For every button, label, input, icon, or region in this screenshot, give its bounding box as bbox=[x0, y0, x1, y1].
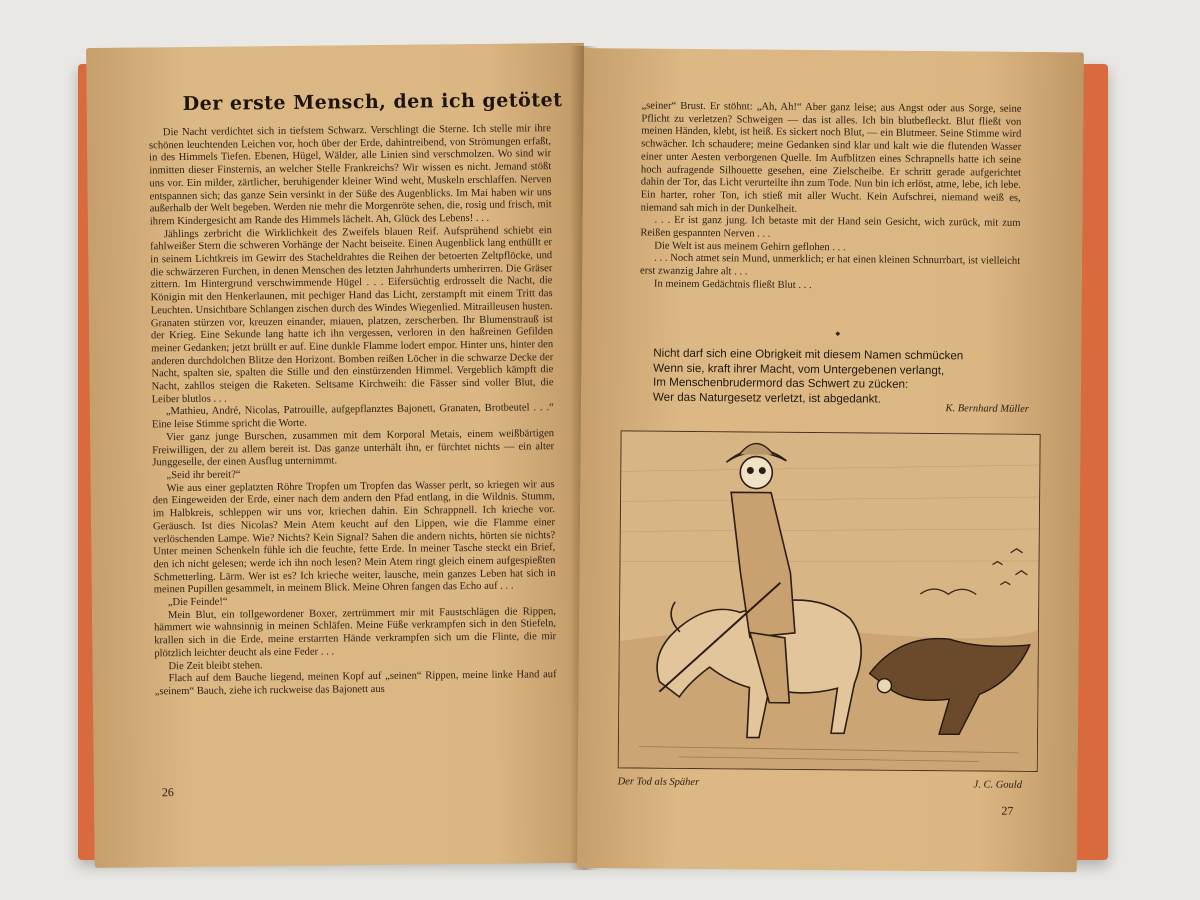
illustration-caption: Der Tod als Späher bbox=[617, 776, 700, 789]
paragraph: Die Zeit bleibt stehen. bbox=[168, 659, 263, 672]
illustration-death-on-horse bbox=[618, 430, 1041, 772]
paragraph: . . . Noch atmet sein Mund, unmerklich; er hat einen kleinen Schnurrbart, ist vielleicht erst zwanzig Jahre alt . . . bbox=[640, 253, 1021, 278]
page-number-left: 26 bbox=[161, 785, 174, 800]
right-page bbox=[577, 48, 1084, 872]
poem-line: Im Menschenbrudermord das Schwert zu zücken: bbox=[653, 375, 909, 391]
paragraph: Vier ganz junge Burschen, zusammen mit dem Korporal Metais, einem weißbärtigen Freiwilligen, der zu allem bereit ist. Das ganze unterhält ihn, er fürchtet nichts — ein alter Junggeselle, der einen Ausflug unternimmt. bbox=[152, 427, 555, 469]
paragraph: . . . Er ist ganz jung. Ich betaste mit der Hand sein Gesicht, wich zurück, mit zum Reißen gespannten Nerven . . . bbox=[640, 214, 1021, 240]
paragraph: Jählings zerbricht die Wirklichkeit des Zweifels blauen Reif. Aufsprühend schiebt ein fahlweißer Stern die schweren Vorhänge der Nacht beiseite. Einen Augenblick lang enthüllt er in seinem Lichtkreis im Gewirr des Stacheldrahtes die Reihen der betoerten Zeltpflöcke, und die schwärzeren Furchen, in denen Menschen des letzten Jahrhunderts umherirren. Die Gräser zittern. Im Hintergrund verschwimmende Hügel . . . Eifersüchtig erdrosselt die Nacht, die Königin mit den Henkerlaunen, mit pechiger Hand das Licht, zerstampft mit einem Tritt das Leuchten. Unsichtbare Schlangen zischen durch des Windes Wiegenlied. Mitrailleusen husten. Granaten stürzen vor, kreuzen einander, miauen, platzen, zerscherben. Ihr Blumenstrauß ist der Krieg. Eine Sekunde lang hatte ich ihn vergessen, verloren in den haßreinen Gefilden meiner Gedanken; jetzt brüllt er auf. Eine dunkle Flamme lodert empor. Hinter uns, hinter den anderen durchdolchen Blitze den Horizont. Bomben reißen Löcher in die schwarze Decke der Nacht, spalten sie, spalten die Stille und den einstürzenden Himmel. Vergeblich kämpft die Nacht, zahllos steigen die Raketen. Seltsame Kirchweih: die Fässer sind voller Blut, die Leiber blutlos . . . bbox=[150, 224, 554, 406]
paragraph: „Mathieu, André, Nicolas, Patrouille, aufgepflanztes Bajonett, Granaten, Brotbeutel . . .“ Eine leise Stimme spricht die Worte. bbox=[151, 402, 554, 431]
poem-author: K. Bernhard Müller bbox=[945, 403, 1029, 415]
paragraph: Wie aus einer geplatzten Röhre Tropfen um Tropfen das Wasser perlt, so kriegen wir aus den Eingeweiden der Erde, einer nach dem andern den Pfad entlang, in die Wildnis. Stumm, im Halbkreis, schleppen wir uns vor, kriechen dahin. Ein Schrappnell. Ich krieche vor. Geräusch. Ist dies Nicolas? Mein Atem keucht auf den Lippen, wie die Flamme einer verlöschenden Lampe. Wie? Nichts? Kein Signal? Sahen die andern nichts, hörten sie nichts? Unter meinen Schenkeln fühle ich die feuchte, fette Erde. In meiner Tasche steckt ein Brief, den ich nicht gelesen; werde ich ihn noch lesen? Mein Atem ringt gleich einem aufgespießten Schmetterling. Lärm. Wer ist es? Ich krieche weiter, lausche, mein ganzes Leben hat sich in meinen Pupillen gesammelt, in meinem Blick. Meine Ohren fangen das Echo auf . . . bbox=[152, 478, 556, 596]
paragraph: Flach auf dem Bauche liegend, meinen Kopf auf „seinen“ Rippen, meine linke Hand auf „seinem“ Bauch, ziehe ich ruckweise das Bajonett aus bbox=[154, 669, 557, 698]
poem bbox=[653, 347, 1033, 408]
paragraph: „seiner“ Brust. Er stöhnt: „Ah, Ah!“ Aber ganz leise; aus Angst oder aus Sorge, seine Pflicht zu verletzen? Schweigen — das ist alles. Ich bin blutbefleckt. Blut fließt von meinen Händen, klebt, ist heiß. Es sickert noch Blut, — ein Blutmeer. Seine Stimme wird schwächer. Ich schaudere; meine Gedanken sind klar und kalt wie die flutenden Wasser einer unter Aesten verborgenen Quelle. Im Aufblitzen eines Schrapnells hatte ich seine hoch aufragende Silhouette gesehen, eine Zielscheibe. Er schritt gerade aufgerichtet dahin der Tor, das Licht verurteilte ihn zum Tode. Nun bin ich erlöst, atme, lebe, ich lebe. Ein harter, roher Ton, ich stieß mit aller Wucht. Kein Aufschrei, niemand weiß es, niemand sah mich in der Dunkelheit. bbox=[640, 100, 1022, 215]
page-number-right: 27 bbox=[1001, 803, 1014, 818]
section-divider-icon: ◆ bbox=[835, 330, 841, 338]
left-page bbox=[86, 43, 593, 868]
paragraph: Mein Blut, ein tollgewordener Boxer, zertrümmert mir mit Faustschlägen die Rippen, hämmert wie wahnsinnig in meinen Schläfen. Meine Füße verkrampfen sich in den Stiefeln, krallen sich in die Erde, meine erstarrten Hände verkrampfen sich um die Flinte, die mir plötzlich leichter deucht als eine Feder . . . bbox=[154, 605, 557, 660]
poem-line: Nicht darf sich eine Obrigkeit mit diesem Namen schmücken bbox=[653, 346, 964, 363]
paragraph: In meinem Gedächtnis fließt Blut . . . bbox=[653, 278, 812, 291]
paragraph: Die Welt ist aus meinem Gehirn geflohen . . . bbox=[654, 240, 846, 254]
illustration-artist: J. C. Gould bbox=[973, 779, 1023, 791]
article-body bbox=[149, 123, 558, 797]
paragraph: „Die Feinde!“ bbox=[167, 596, 228, 609]
poem-line: Wenn sie, kraft ihrer Macht, vom Untergebenen verlangt, bbox=[653, 361, 945, 377]
poem-line: Wer das Naturgesetz verletzt, ist abgedankt. bbox=[652, 390, 881, 406]
article-continuation bbox=[640, 101, 1022, 295]
paragraph: „Seid ihr bereit?“ bbox=[166, 469, 241, 482]
paragraph: Die Nacht verdichtet sich in tiefstem Schwarz. Verschlingt die Sterne. Ich stelle mir ihre schönen leuchtenden Leichen vor, hoch über der Erde, dahintreibend, von Strömungen erfaßt, in des Himmels Tiefen. Ebenen, Hügel, Wälder, alle Linien sind verschmolzen. Wo sind wir inmitten dieser Finsternis, an welcher Stelle Frankreichs? Wir wissen es nicht. Jemand stößt uns vor. Ein milder, zärtlicher, beruhigender kleiner Wind weht, Muskeln erschlaffen. Nerven entspannen sich; das ganze Sein versinkt in der Süße des Augenblicks. Im Mai haben wir uns außerhalb der Welt begeben. Werden nie mehr die Morgenröte sehen, die, rosig und frisch, mit ihrem Kindergesicht am Rande des Himmels lächelt. Ah, Glück des Lebens! . . . bbox=[148, 123, 552, 228]
skeleton-rider-illustration bbox=[619, 431, 1040, 771]
article-title: Der erste Mensch, den ich getötet bbox=[182, 89, 563, 115]
